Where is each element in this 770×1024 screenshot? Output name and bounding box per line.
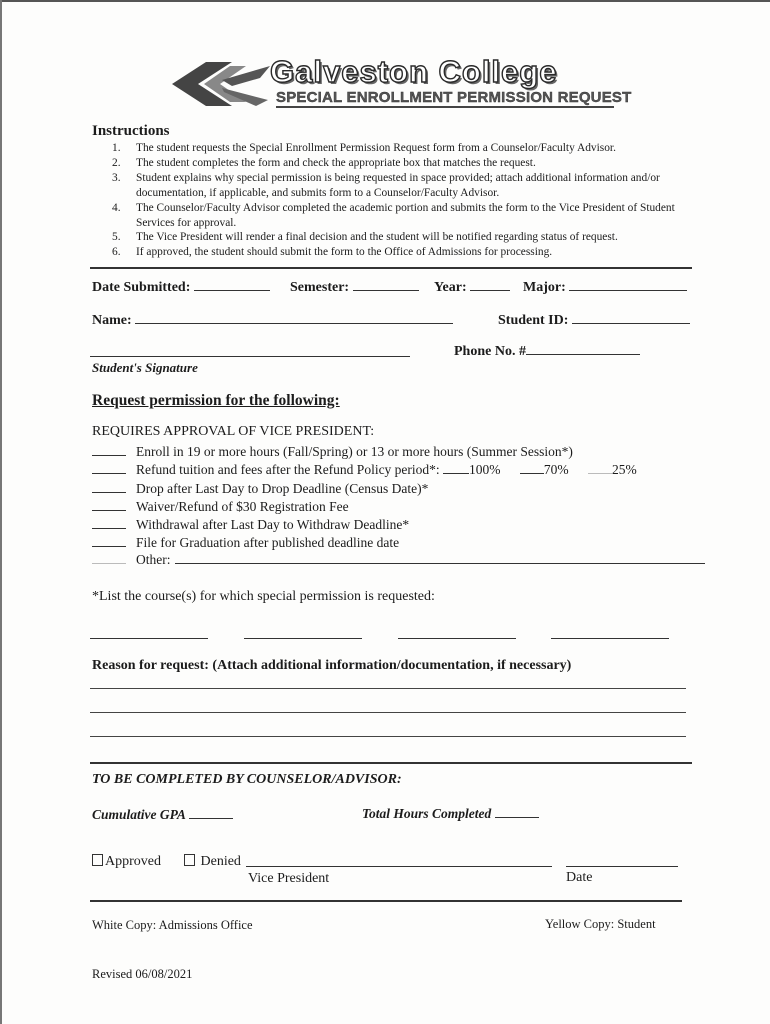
option-checkline[interactable] <box>92 481 126 493</box>
total-hours-field[interactable]: Total Hours Completed <box>362 805 539 822</box>
date-submitted-field[interactable]: Date Submitted: <box>92 278 270 296</box>
option-checkline[interactable] <box>92 535 126 547</box>
instruction-item: 6. If approved, the student should submit the form to the Office of Admissions for processing. <box>112 246 553 259</box>
counselor-heading: TO BE COMPLETED BY COUNSELOR/ADVISOR: <box>92 772 402 787</box>
galveston-college-logo-icon <box>172 60 272 108</box>
section-divider <box>90 267 692 269</box>
yellow-copy-note: Yellow Copy: Student <box>545 917 656 931</box>
denied-checkbox[interactable]: Denied <box>184 854 241 870</box>
option-other[interactable]: Other: <box>92 552 705 568</box>
phone-field[interactable]: Phone No. # <box>454 342 640 360</box>
semester-field[interactable]: Semester: <box>290 278 419 296</box>
approved-checkbox[interactable]: Approved <box>92 854 161 870</box>
course-line-3[interactable] <box>398 638 516 639</box>
form-title: SPECIAL ENROLLMENT PERMISSION REQUEST <box>276 89 632 106</box>
reason-line-2[interactable] <box>90 712 686 713</box>
signature-line[interactable] <box>90 356 410 357</box>
option-checkline[interactable] <box>92 552 126 564</box>
option-checkline[interactable] <box>92 499 126 511</box>
courses-label: *List the course(s) for which special permission is requested: <box>92 589 435 604</box>
instruction-item: 1. The student requests the Special Enrollment Permission Request form from a Counselor/Faculty Advisor. <box>112 142 616 154</box>
date-line[interactable] <box>566 866 678 867</box>
date-label: Date <box>566 870 593 885</box>
instruction-item: 4. The Counselor/Faculty Advisor completed the academic portion and submits the form to the Vice President of Student Services for approval. <box>112 201 675 229</box>
student-id-field[interactable]: Student ID: <box>498 311 690 329</box>
college-name: Galveston College <box>270 54 558 89</box>
course-line-1[interactable] <box>90 638 208 639</box>
option-enroll-19-hours[interactable]: Enroll in 19 or more hours (Fall/Spring) or 13 or more hours (Summer Session*) <box>92 444 573 460</box>
title-underline <box>276 106 614 108</box>
course-line-4[interactable] <box>551 638 669 639</box>
instruction-item: 2. The student completes the form and check the appropriate box that matches the request. <box>112 156 536 169</box>
option-waiver-registration-fee[interactable]: Waiver/Refund of $30 Registration Fee <box>92 499 349 515</box>
instructions-list <box>112 141 702 260</box>
reason-line-1[interactable] <box>90 688 686 689</box>
vp-signature-line[interactable] <box>246 866 552 867</box>
instruction-item: 3. Student explains why special permission is being requested in space provided; attach additional information and/or documentation, if applicable, and submits form to a Counselor/Faculty Advisor. <box>112 171 660 199</box>
year-field[interactable]: Year: <box>434 278 510 296</box>
major-field[interactable]: Major: <box>523 278 687 296</box>
option-checkline[interactable] <box>92 517 126 529</box>
checkbox-icon[interactable] <box>92 854 103 866</box>
option-withdrawal-after-deadline[interactable]: Withdrawal after Last Day to Withdraw Deadline* <box>92 517 409 533</box>
checkbox-icon[interactable] <box>184 854 195 866</box>
scan-edge-left <box>0 0 2 1024</box>
option-refund-tuition[interactable]: Refund tuition and fees after the Refund Policy period*: 100% 70% 25% <box>92 462 637 478</box>
request-heading: Request permission for the following: <box>92 392 340 409</box>
white-copy-note: White Copy: Admissions Office <box>92 918 253 932</box>
option-checkline[interactable] <box>92 462 126 474</box>
instructions-heading: Instructions <box>92 123 170 139</box>
instruction-item: 5. The Vice President will render a final decision and the student will be notified regarding status of request. <box>112 231 618 244</box>
section-divider <box>90 900 682 902</box>
course-line-2[interactable] <box>244 638 362 639</box>
vice-president-label: Vice President <box>248 871 330 886</box>
student-signature-label: Student's Signature <box>92 360 198 375</box>
option-checkline[interactable] <box>92 444 126 456</box>
name-field[interactable]: Name: <box>92 311 453 329</box>
option-file-for-graduation[interactable]: File for Graduation after published deadline date <box>92 535 399 551</box>
cumulative-gpa-field[interactable]: Cumulative GPA <box>92 806 233 823</box>
other-input-line[interactable] <box>175 552 705 564</box>
section-divider <box>90 762 692 764</box>
revised-date: Revised 06/08/2021 <box>92 967 193 981</box>
requires-approval-label: REQUIRES APPROVAL OF VICE PRESIDENT: <box>92 424 375 439</box>
scan-edge-top <box>0 0 770 2</box>
reason-label: Reason for request: (Attach additional information/documentation, if necessary) <box>92 658 572 673</box>
option-drop-after-deadline[interactable]: Drop after Last Day to Drop Deadline (Census Date)* <box>92 481 428 497</box>
reason-line-3[interactable] <box>90 736 686 737</box>
